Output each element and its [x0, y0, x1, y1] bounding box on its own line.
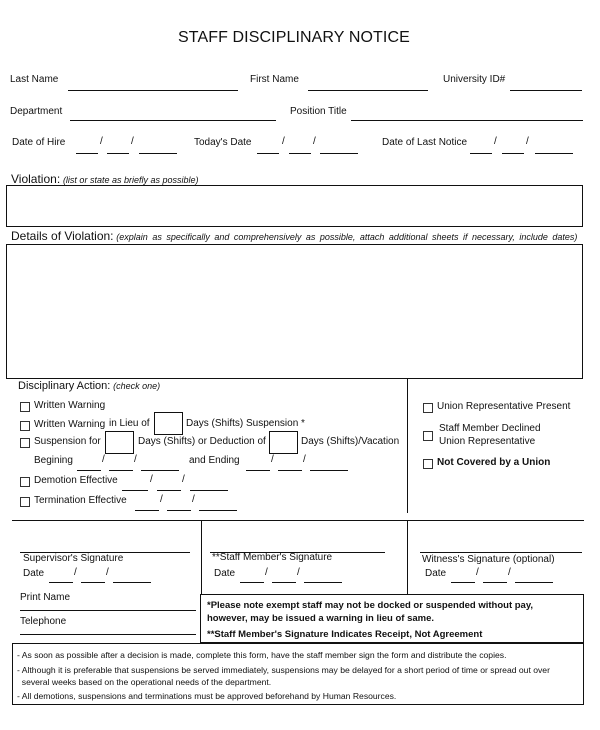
- position-title-label: Position Title: [290, 106, 347, 117]
- written-warning-lieu-checkbox[interactable]: [20, 421, 30, 431]
- date-slash: /: [160, 494, 163, 505]
- date-slash: /: [182, 474, 185, 485]
- today-year-field[interactable]: [320, 153, 358, 154]
- details-hint: (explain as specifically and comprehensively as possible, attach additional sheets if necessary, include dates): [116, 232, 578, 242]
- last-notice-year-field[interactable]: [535, 153, 573, 154]
- staff-declined-checkbox[interactable]: [423, 431, 433, 441]
- demotion-month-field[interactable]: [122, 490, 148, 491]
- telephone-field[interactable]: [20, 634, 196, 635]
- section-divider: [407, 378, 408, 513]
- footer-note: - Although it is preferable that suspensions be served immediately, suspensions may be delayed for a short period of time or spread out over: [17, 665, 550, 675]
- today-day-field[interactable]: [289, 153, 311, 154]
- supervisor-month-field[interactable]: [49, 582, 73, 583]
- print-name-field[interactable]: [20, 610, 196, 611]
- begin-day-field[interactable]: [109, 470, 133, 471]
- last-notice-day-field[interactable]: [502, 153, 524, 154]
- witness-date-label: Date: [425, 568, 447, 579]
- page-title: STAFF DISCIPLINARY NOTICE: [178, 29, 410, 46]
- date-slash: /: [150, 474, 153, 485]
- termination-year-field[interactable]: [199, 510, 237, 511]
- supervisor-day-field[interactable]: [81, 582, 105, 583]
- staff-day-field[interactable]: [272, 582, 296, 583]
- suspension-checkbox[interactable]: [20, 438, 30, 448]
- date-slash: /: [131, 136, 134, 147]
- staff-month-field[interactable]: [240, 582, 264, 583]
- date-slash: /: [476, 567, 479, 578]
- days-shifts-deduction-label: Days (Shifts) or Deduction of: [138, 436, 266, 447]
- date-slash: /: [74, 567, 77, 578]
- witness-month-field[interactable]: [451, 582, 475, 583]
- written-warning-checkbox[interactable]: [20, 402, 30, 412]
- begining-label: Begining: [34, 455, 73, 466]
- not-covered-label: Not Covered by a Union: [437, 457, 551, 468]
- hire-month-field[interactable]: [76, 153, 98, 154]
- termination-day-field[interactable]: [167, 510, 191, 511]
- deduction-days-box[interactable]: [269, 431, 298, 454]
- date-slash: /: [265, 567, 268, 578]
- department-label: Department: [10, 106, 63, 117]
- details-heading: [11, 229, 577, 243]
- supervisor-signature-label: Supervisor's Signature: [23, 553, 124, 564]
- footer-note: several weeks based on the operational needs of the department.: [17, 677, 272, 687]
- notice-line-1: *Please note exempt staff may not be docked or suspended without pay,: [207, 600, 534, 611]
- witness-day-field[interactable]: [483, 582, 507, 583]
- notice-line-3: **Staff Member's Signature Indicates Receipt, Not Agreement: [207, 629, 483, 640]
- supervisor-year-field[interactable]: [113, 582, 151, 583]
- demotion-year-field[interactable]: [190, 490, 228, 491]
- signature-top-rule: [12, 520, 584, 521]
- days-shifts-vacation-label: Days (Shifts)/Vacation: [301, 436, 400, 447]
- details-label: Details of Violation:: [11, 229, 114, 243]
- violation-hint: (list or state as briefly as possible): [62, 175, 199, 185]
- union-rep-present-label: Union Representative Present: [437, 401, 571, 412]
- suspension-days-box[interactable]: [105, 431, 134, 454]
- signature-divider-right: [407, 520, 408, 594]
- date-of-hire-label: Date of Hire: [12, 137, 66, 148]
- witness-year-field[interactable]: [515, 582, 553, 583]
- first-name-field[interactable]: [308, 90, 428, 91]
- begin-year-field[interactable]: [141, 470, 179, 471]
- date-slash: /: [508, 567, 511, 578]
- union-rep-present-checkbox[interactable]: [423, 403, 433, 413]
- signature-divider-left: [201, 520, 202, 594]
- end-day-field[interactable]: [278, 470, 302, 471]
- supervisor-date-label: Date: [23, 568, 45, 579]
- footer-note: - As soon as possible after a decision is made, complete this form, have the staff member sign the form and distribute the copies.: [17, 650, 507, 660]
- hire-day-field[interactable]: [107, 153, 129, 154]
- staff-date-label: Date: [214, 568, 236, 579]
- date-slash: /: [192, 494, 195, 505]
- termination-checkbox[interactable]: [20, 497, 30, 507]
- staff-declined-label-1: Staff Member Declined: [439, 423, 541, 434]
- witness-signature-field[interactable]: [420, 552, 582, 553]
- date-slash: /: [303, 454, 306, 465]
- last-name-field[interactable]: [68, 90, 238, 91]
- not-covered-checkbox[interactable]: [423, 459, 433, 469]
- hire-year-field[interactable]: [139, 153, 177, 154]
- termination-effective-label: Termination Effective: [34, 495, 127, 506]
- footer-note: - All demotions, suspensions and terminations must be approved beforehand by Human Resources.: [17, 691, 397, 701]
- lieu-days-box[interactable]: [154, 412, 183, 435]
- university-id-field[interactable]: [510, 90, 582, 91]
- demotion-effective-label: Demotion Effective: [34, 475, 118, 486]
- staff-signature-label: **Staff Member's Signature: [212, 552, 333, 563]
- suspension-for-label: Suspension for: [34, 436, 101, 447]
- date-slash: /: [102, 454, 105, 465]
- violation-heading: [11, 172, 199, 186]
- termination-month-field[interactable]: [135, 510, 159, 511]
- staff-declined-label-2: Union Representative: [439, 436, 536, 447]
- staff-year-field[interactable]: [304, 582, 342, 583]
- university-id-label: University ID#: [443, 74, 506, 85]
- days-shifts-suspension-label: Days (Shifts) Suspension *: [186, 418, 305, 429]
- notice-line-2: however, may be issued a warning in lieu of same.: [207, 613, 435, 624]
- date-slash: /: [297, 567, 300, 578]
- last-notice-month-field[interactable]: [470, 153, 492, 154]
- in-lieu-of-label: in Lieu of: [109, 418, 150, 429]
- end-year-field[interactable]: [310, 470, 348, 471]
- demotion-checkbox[interactable]: [20, 477, 30, 487]
- date-slash: /: [134, 454, 137, 465]
- last-name-label: Last Name: [10, 74, 59, 85]
- position-title-field[interactable]: [351, 120, 583, 121]
- todays-date-label: Today's Date: [194, 137, 252, 148]
- date-slash: /: [494, 136, 497, 147]
- violation-label: Violation:: [11, 172, 61, 186]
- first-name-label: First Name: [250, 74, 299, 85]
- written-warning-label: Written Warning: [34, 400, 106, 411]
- date-slash: /: [282, 136, 285, 147]
- today-month-field[interactable]: [257, 153, 279, 154]
- details-textbox[interactable]: [6, 244, 583, 379]
- department-field[interactable]: [70, 120, 276, 121]
- date-slash: /: [313, 136, 316, 147]
- disciplinary-hint: (check one): [113, 381, 161, 391]
- and-ending-label: and Ending: [189, 455, 240, 466]
- date-slash: /: [526, 136, 529, 147]
- print-name-label: Print Name: [20, 592, 71, 603]
- date-slash: /: [100, 136, 103, 147]
- witness-signature-label: Witness's Signature (optional): [422, 554, 555, 565]
- written-warning-lieu-label: Written Warning: [34, 419, 106, 430]
- telephone-label: Telephone: [20, 616, 67, 627]
- demotion-day-field[interactable]: [157, 490, 181, 491]
- begin-month-field[interactable]: [77, 470, 101, 471]
- date-of-last-notice-label: Date of Last Notice: [382, 137, 468, 148]
- disciplinary-heading: [18, 380, 160, 392]
- date-slash: /: [271, 454, 274, 465]
- date-slash: /: [106, 567, 109, 578]
- disciplinary-label: Disciplinary Action:: [18, 380, 111, 392]
- violation-textbox[interactable]: [6, 185, 583, 227]
- end-month-field[interactable]: [246, 470, 270, 471]
